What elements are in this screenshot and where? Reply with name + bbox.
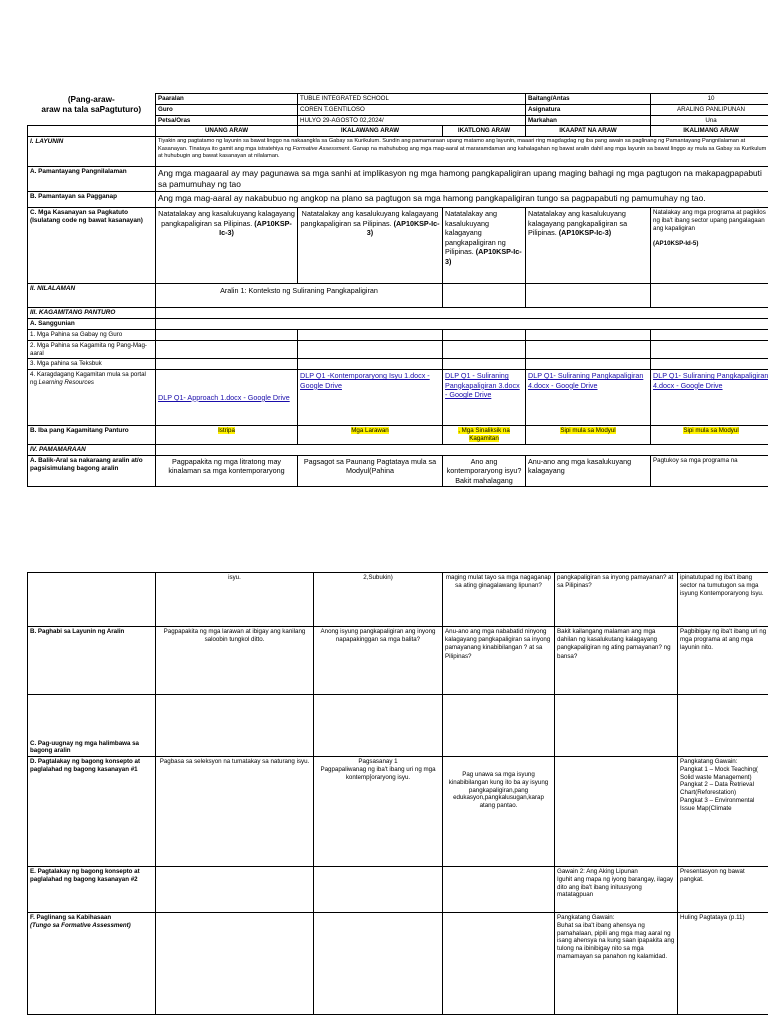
- balik-aral-day-4: Anu-ano ang mga kasalukuyang kalagayang: [526, 455, 651, 487]
- balik-aral-day-3: Ano ang kontemporaryong isyu? Bakit mahalagang: [443, 455, 526, 487]
- iba-pang-day-1: Istripa: [156, 426, 298, 445]
- paaralan-label: Paaralan: [156, 94, 298, 105]
- pagtalakay-1-day-1: Pagbasa sa seleksyon na tumatakay sa naturang isyu.: [156, 757, 314, 867]
- resource-link-5[interactable]: DLP Q1- Suliraning Pangkapaligiran 4.docx - Google Drive: [651, 370, 768, 426]
- balik-aral-cont-day-1: isyu.: [156, 573, 314, 627]
- nilalaman-text: Aralin 1: Konteksto ng Suliraning Pangkapaligiran: [156, 284, 443, 308]
- kasanayan-day-5: Natalakay ang mga programa at pagkilos ng iba't ibang sector upang pangalagaan ang kapaligiran (AP10KSP-Id-5): [651, 208, 768, 284]
- pagtalakay-2-label: E. Pagtalakay ng bagong konsepto at paglalahad ng bagong kasanayan #2: [28, 867, 156, 913]
- kabihasaan-day-4: Pangkatang Gawain: Buhat sa iba't ibang ahensya ng pamahalaan, pipili ang mga mag aaral ng isang ahensya na kung saan ipapakita ang tulong na ibinibigay nito sa mga mamamayan sa panahon ng kalamidad.: [555, 913, 678, 1015]
- pagtalakay-1-day-5: Pangkatang Gawain: Pangkat 1 – Mock Teaching( Solid waste Management) Pangkat 2 – Data Retrieval Chart(Reforestation) Pangkat 3 – Environmental Issue Map(Climate: [678, 757, 768, 867]
- iba-pang-kagamitan-label: B. Iba pang Kagamitang Panturo: [28, 426, 156, 445]
- layunin-label: I. LAYUNIN: [28, 137, 156, 167]
- pamantayang-pangnilalaman-label: A. Pamantayang Pangnilalaman: [28, 167, 156, 192]
- asignatura-value: ARALING PANLIPUNAN: [651, 104, 768, 115]
- kabihasaan-day-5: Huling Pagtataya (p.11): [678, 913, 768, 1015]
- petsa-value: HULYO 29-AGOSTO 02,2024/: [298, 115, 526, 126]
- title-line-1: (Pang-araw-: [67, 94, 115, 104]
- layunin-text: Tiyakin ang pagtatamo ng layunin sa bawat linggo na nakaangkla sa Gabay sa Kurikulum. Sundin ang pamamaraan upang matamo ang layunin, maaari ring magdagdag ng iba pang awain sa paglinang ng Pamantayang Pangnilalaman at Kasanayan. Tinataya ito gamit ang mga istratehiya ng Formative Assessment. Ganap na mahuhubog ang mga mag-aaral at mararamdaman ang kahalagahan ng bawat aralin dahil ang mga layunin sa bawat linggo ay mula sa Gabay sa Kurikulum at huhubugin ang bawat kasanayan at nilalaman.: [156, 137, 768, 167]
- paghabi-day-4: Bakit kailangang malaman ang mga dahilan ng kasalukutang kalagayang pangkapaligiran ng ating pamayanan? ng bansa?: [555, 627, 678, 695]
- guro-value: COREN T.GENTILOSO: [298, 104, 526, 115]
- kasanayan-day-1: Natatalakay ang kasalukuyang kalagayang pangkapaligiran sa Pilipinas. (AP10KSP-Ic-3): [156, 208, 298, 284]
- karagdagang-label: 4. Karagdagang Kagamitan mula sa portal ng Learning Resources: [28, 370, 156, 426]
- paghabi-day-3: Anu-ano ang mga nababatid ninyong kalagayang pangkapaligiran sa inyong pamayanang kinabibilangan ? at sa Pilipinas?: [443, 627, 555, 695]
- pagtalakay-2-day-5: Presentasyon ng bawat pangkat.: [678, 867, 768, 913]
- iba-pang-day-5: Sipi mula sa Modyul: [651, 426, 768, 445]
- baitang-value: 10: [651, 94, 768, 105]
- balik-aral-day-2: Pagsagot sa Paunang Pagtataya mula sa Modyul(Pahina: [298, 455, 443, 487]
- balik-aral-cont-day-2: 2,Subukin): [314, 573, 443, 627]
- resource-link-2[interactable]: DLP Q1 -Kontemporaryong Isyu 1.docx - Google Drive: [298, 370, 443, 426]
- pamantayan-sa-pagganap-label: B. Pamantayan sa Pagganap: [28, 192, 156, 208]
- daily-log-title: [28, 94, 156, 126]
- pagtalakay-1-day-2: Pagsasanay 1 Pagpapaliwanag ng iba't ibang uri ng mga kontemp[oraryong isyu.: [314, 757, 443, 867]
- asignatura-label: Asignatura: [526, 104, 651, 115]
- pamantayang-pangnilalaman-text: Ang mga magaaral ay may pagunawa sa mga sanhi at implikasyon ng mga hamong pangkapaligiran upang maging bahagi ng mga pagtugon na makapagpapabuti sa pamumuhay ng tao: [156, 167, 768, 192]
- kasanayan-label: C. Mga Kasanayan sa Pagkatuto (Isulatang code ng bawat kasanayan): [28, 208, 156, 284]
- paghabi-day-1: Pagpapakita ng mga larawan at ibigay ang kanilang saloobin tungkol ditto.: [156, 627, 314, 695]
- kasanayan-day-2: Natatalakay ang kasalukuyang kalagayang pangkapaligiran sa Pilipinas. (AP10KSP-Ic-3): [298, 208, 443, 284]
- paghabi-label: B. Paghabi sa Layunin ng Aralin: [28, 627, 156, 695]
- pagtalakay-2-day-4: Gawain 2: Ang Aking Lipunan Iguhit ang mapa ng iyong barangay, ilagay dito ang iba't ibang inituusyong matatagpuan: [555, 867, 678, 913]
- paghabi-day-2: Anong isyung pangkapaligiran ang inyong napapakinggan sa mga balita?: [314, 627, 443, 695]
- kasanayan-day-3: Natatalakay ang kasalukuyang kalagayang pangkapaligiran ng Pilipinas. (AP10KSP-Ic-3): [443, 208, 526, 284]
- lesson-plan-table-page-2: [27, 572, 768, 1015]
- markahan-label: Markahan: [526, 115, 651, 126]
- pamamaraan-label: IV. PAMAMARAAN: [28, 444, 156, 455]
- iba-pang-day-4: Sipi mula sa Modyul: [526, 426, 651, 445]
- day-header-1: UNANG ARAW: [156, 126, 298, 137]
- gabay-label: 1. Mga Pahina sa Gabay ng Guro: [28, 330, 156, 341]
- iba-pang-day-3: , Mga Sinaliksik na Kagamitan: [443, 426, 526, 445]
- nilalaman-label: II. NILALAMAN: [28, 284, 156, 308]
- kabihasaan-label: F. Paglinang sa Kabihasaan (Tungo sa Formative Assessment): [28, 913, 156, 1015]
- pag-uugnay-label: C. Pag-uugnay ng mga halimbawa sa bagong aralin: [28, 695, 156, 757]
- teksbuk-label: 3. Mga pahina sa Teksbuk: [28, 359, 156, 370]
- pamantayan-sa-pagganap-text: Ang mga mag-aaral ay nakabubuo ng angkop na plano sa pagtugon sa mga hamong pangkapaligiran tungo sa pagpapabuti ng pamumuhay ng tao.: [156, 192, 768, 208]
- kagamitang-mag-aaral-label: 2. Mga Pahina sa Kagamita ng Pang-Mag-aaral: [28, 340, 156, 359]
- pagtalakay-1-day-3: Pag unawa sa mga isyung kinabibilangan kung ito ba ay isyung pangkapaligiran,pang edukasyon,pangkalusugan,karap atang pantao.: [443, 757, 555, 867]
- day-header-2: IKALAWANG ARAW: [298, 126, 443, 137]
- balik-aral-cont-day-5: ipinatutupad ng iba't ibang sector na tumutugon sa mga isyung Kontemporaryong Isyu.: [678, 573, 768, 627]
- balik-aral-day-1: Pagpapakita ng mga litratong may kinalaman sa mga kontemporaryong: [156, 455, 298, 487]
- balik-aral-day-5: Pagtukoy sa mga programa na: [651, 455, 768, 487]
- balik-aral-cont-day-3: maging mulat tayo sa mga nagaganap sa ating ginagalawang lipunan?: [443, 573, 555, 627]
- kasanayan-day-4: Natatalakay ang kasalukuyang kalagayang pangkapaligiran sa Pilipinas. (AP10KSP-Ic-3): [526, 208, 651, 284]
- day-header-4: IKAAPAT NA ARAW: [526, 126, 651, 137]
- iba-pang-day-2: Mga Larawan: [298, 426, 443, 445]
- lesson-plan-table-page-1: [27, 93, 768, 487]
- day-header-3: IKATLONG ARAW: [443, 126, 526, 137]
- resource-link-4[interactable]: DLP Q1- Suliraning Pangkapaligiran 4.docx - Google Drive: [526, 370, 651, 426]
- resource-link-1[interactable]: DLP Q1- Approach 1.docx - Google Drive: [156, 370, 298, 426]
- markahan-value: Una: [651, 115, 768, 126]
- balik-aral-cont-day-4: pangkapaligiran sa inyong pamayanan? at sa Pilipinas?: [555, 573, 678, 627]
- balik-aral-label: A. Balik-Aral sa nakaraang aralin at/o pagsisimulang bagong aralin: [28, 455, 156, 487]
- petsa-label: Petsa/Oras: [156, 115, 298, 126]
- pagtalakay-1-label: D. Pagtalakay ng bagong konsepto at paglalahad ng bagong kasanayan #1: [28, 757, 156, 867]
- day-header-5: IKALIMANG ARAW: [651, 126, 768, 137]
- day-header-blank: [28, 126, 156, 137]
- baitang-label: Baitang/Antas: [526, 94, 651, 105]
- paghabi-day-5: Pagbibigay ng iba't ibang uri ng mga programa at ang mga layunin nito.: [678, 627, 768, 695]
- paaralan-value: TUBLE INTEGRATED SCHOOL: [298, 94, 526, 105]
- resource-link-3[interactable]: DLP Q1 - Suliraning Pangkapaligiran 3.docx - Google Drive: [443, 370, 526, 426]
- kagamitan-label: III. KAGAMITANG PANTURO: [28, 308, 156, 319]
- guro-label: Guro: [156, 104, 298, 115]
- title-line-2: araw na tala saPagtuturo): [41, 105, 142, 115]
- sanggunian-label: A. Sanggunian: [28, 319, 156, 330]
